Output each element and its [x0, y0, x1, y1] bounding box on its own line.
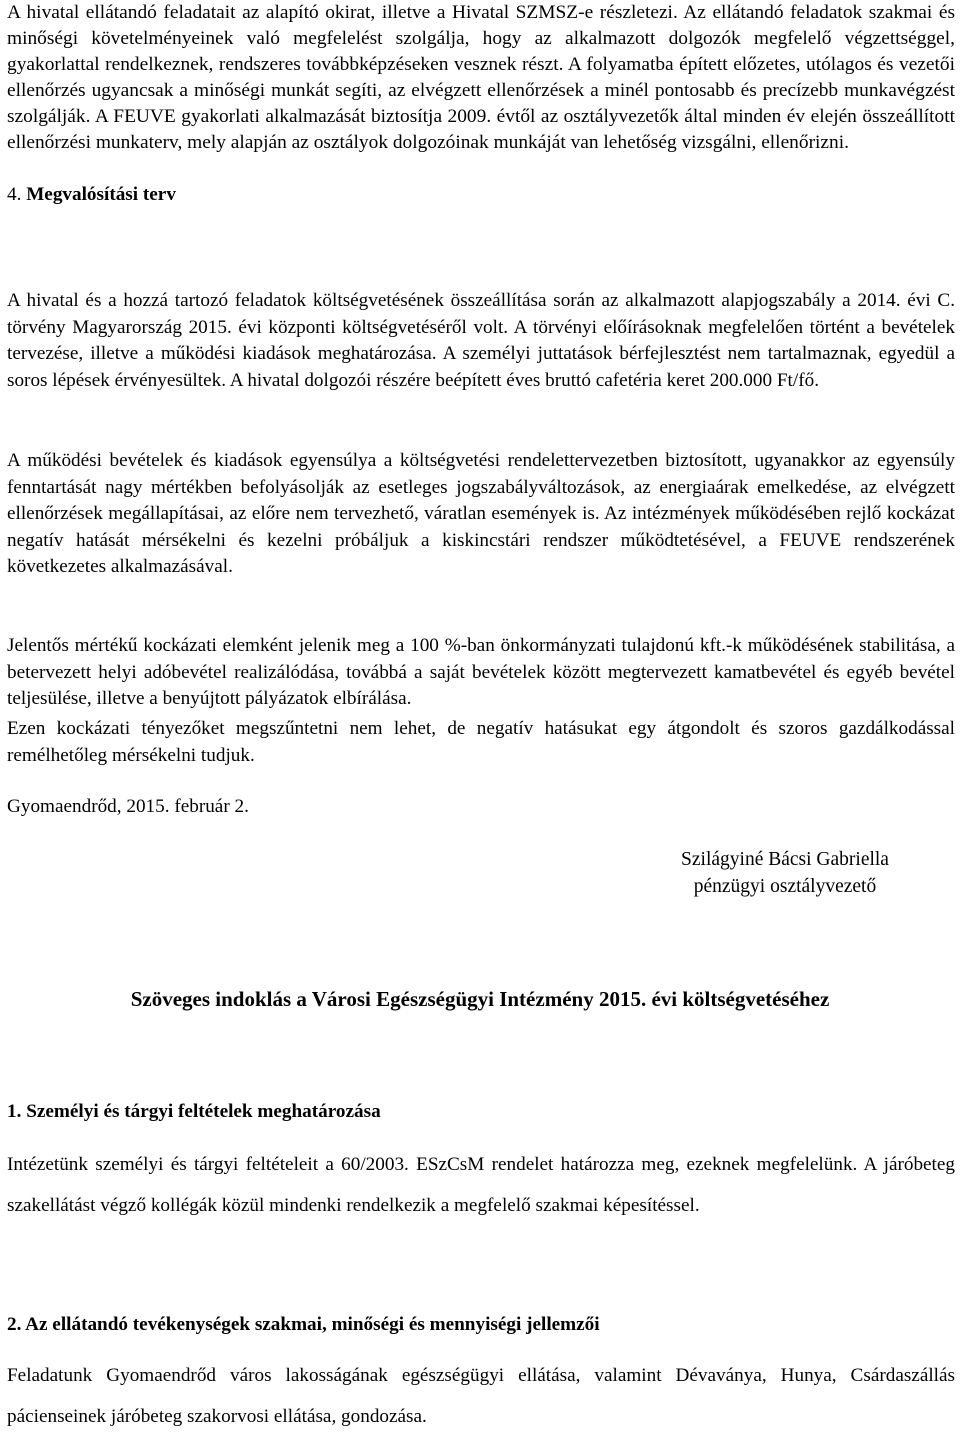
paragraph-intro — [7, 0, 955, 156]
heading-4-title: Megvalósítási terv — [26, 184, 176, 205]
heading-2: 2. Az ellátandó tevékenységek szakmai, minőségi és mennyiségi jellemzői — [7, 1314, 600, 1335]
paragraph-risk-mitigation: Ezen kockázati tényezőket megszűntetni nem lehet, de negatív hatásukat egy átgondolt és szoros gazdálkodással remélhetőleg mérsékelni tudjuk. — [7, 718, 955, 766]
paragraph-feuve-text: A folyamatba épített előzetes, utólagos és vezetői ellenőrzés ugyancsak a minőségi munkát segíti, az elvégzett ellenőrzések a minél pontosabb és precízebb munkavégzést szolgálják. A FEUVE gyakorlati alkalmazását biztosítja 2009. évtől az osztályvezetők által minden év elején összeállított ellenőrzési munkaterv, mely alapján az osztályok dolgozóinak munkáját van lehetőség vizsgálni, ellenőrizni. — [7, 54, 955, 153]
heading-4 — [7, 182, 955, 208]
paragraph-balance: A működési bevételek és kiadások egyensúlya a költségvetési rendelettervezetben biztosított, ugyanakkor az egyensúly fenntartását nagy mértékben befolyásolják az esetleges jogszabályváltozások, az energiaárak emelkedése, az elvégzett ellenőrzések megállapításai, az előre nem tervezhető, váratlan események is. Az intézmények működésében rejlő kockázat negatív hatását mérsékelni és kezelni próbáljuk a kiskincstári rendszer működtetésével, a FEUVE rendszerének következetes alkalmazásával. — [7, 450, 955, 577]
paragraph-risk: Jelentős mértékű kockázati elemként jelenik meg a 100 %-ban önkormányzati tulajdonú kft.-k működésének stabilitása, a betervezett helyi adóbevétel realizálódása, továbbá a saját bevételek között megtervezett kamatbevétel és egyéb bevétel teljesülése, illetve a benyújtott pályázatok elbírálása. — [7, 635, 955, 709]
place-date: Gyomaendrőd, 2015. február 2. — [7, 796, 249, 817]
section-title: Szöveges indoklás a Városi Egészségügyi Intézmény 2015. évi költségvetéséhez — [130, 987, 830, 1011]
heading-4-number: 4. — [7, 184, 22, 205]
paragraph-budget-law: A hivatal és a hozzá tartozó feladatok költségvetésének összeállítása során az alkalmazott alapjogszabály a 2014. évi C. törvény Magyarország 2015. évi központi költségvetéséről volt. A törvényi előírásoknak megfelelően történt a bevételek tervezése, illetve a működési kiadások meghatározása. A személyi juttatások bérfejlesztést nem tartalmaznak, egyedül a soros lépések érvényesültek. A hivatal dolgozói részére beépített éves bruttó cafetéria keret 200.000 Ft/fő. — [7, 290, 955, 391]
signature-role: pénzügyi osztályvezető — [693, 876, 877, 897]
heading-1: 1. Személyi és tárgyi feltételek meghatározása — [7, 1101, 381, 1122]
signature-name: Szilágyiné Bácsi Gabriella — [681, 849, 889, 870]
paragraph-tasks: Feladatunk Gyomaendrőd város lakosságának egészségügyi ellátása, valamint Dévaványa, Hunya, Csárdaszállás pácienseinek járóbeteg szakorvosi ellátása, gondozása. — [7, 1365, 955, 1427]
paragraph-staff-conditions: Intézetünk személyi és tárgyi feltételeit a 60/2003. ESzCsM rendelet határozza meg, ezeknek megfelelünk. A járóbeteg szakellátást végző kollégák közül mindenki rendelkezik a megfelelő szakmai képesítéssel. — [7, 1154, 955, 1216]
paragraph-intro-text: A hivatal ellátandó feladatait az alapító okirat, illetve a Hivatal SZMSZ-e részletezi. Az ellátandó feladatok szakmai és minőségi követelményeinek való megfelelést szolgálja, hogy az alkalmazott dolgozók megfelelő végzettséggel, gyakorlattal rendelkeznek, rendszeres továbbképzéseken vesznek részt. — [7, 2, 955, 75]
